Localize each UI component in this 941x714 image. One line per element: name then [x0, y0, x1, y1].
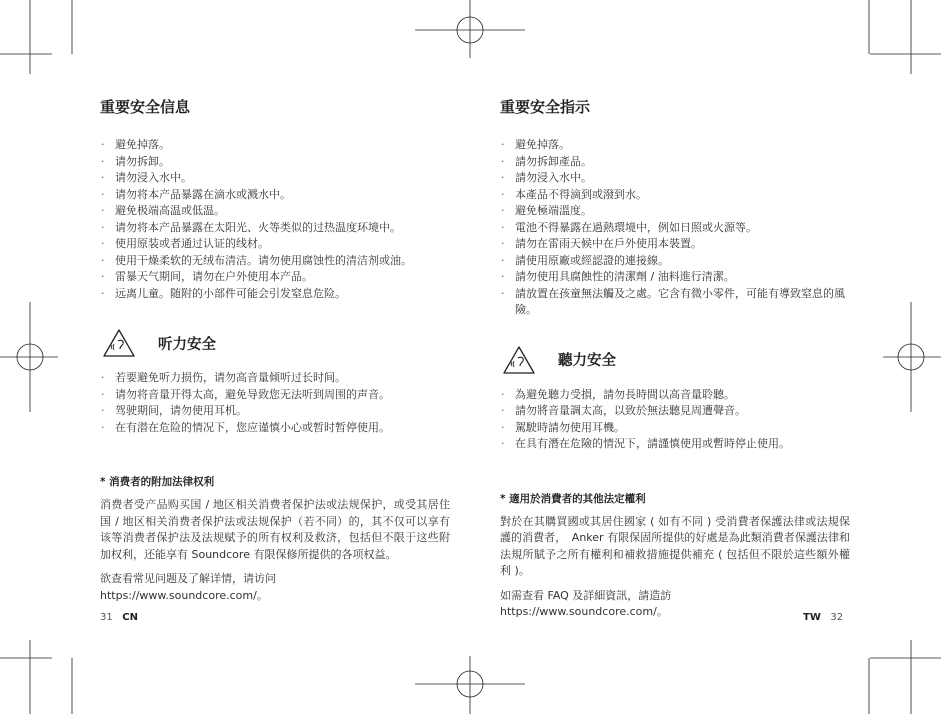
list-item: · 避免掉落。: [100, 137, 450, 154]
section-title-safety: 重要安全指示: [500, 98, 591, 116]
hearing-safety-title: 听力安全: [158, 336, 216, 353]
list-item: · 請放置在孩童無法觸及之處。它含有微小零件，可能有導致窒息的風險。: [500, 286, 850, 319]
list-item: · 雷暴天气期间，请勿在户外使用本产品。: [100, 269, 450, 286]
consumer-rights-text: 對於在其購買國或其居住國家 ( 如有不同 ) 受消費者保護法律或法規保護的消費者， Anker 有限保固所提供的好處是為此類消費者保護法律和法規所賦予之所有權利和補救措施提供補充 ( 包括但不限於這些額外權利 )。: [500, 514, 850, 577]
language-code: CN: [122, 612, 138, 623]
hearing-safety-header: [500, 345, 850, 375]
list-item: · 请勿将本产品暴露在滴水或溅水中。: [100, 187, 450, 204]
list-item: · 若要避免听力损伤，请勿高音量倾听过长时间。: [100, 370, 450, 387]
hearing-safety-header: [100, 328, 450, 358]
list-item: · 避免極端溫度。: [500, 203, 850, 220]
list-item: · 請使用原廠或經認證的連接線。: [500, 253, 850, 270]
consumer-rights-title: * 適用於消費者的其他法定權利: [500, 492, 646, 505]
support-url: https://www.soundcore.com/。: [500, 605, 668, 618]
list-item: · 在有潜在危险的情况下，您应谨慎小心或暂时暂停使用。: [100, 420, 450, 437]
page-number: 32: [830, 612, 844, 623]
support-url: https://www.soundcore.com/。: [100, 588, 268, 602]
visit-label: 如需查看 FAQ 及詳細資訊，請造訪: [500, 588, 672, 602]
consumer-rights-text: 消费者受产品购买国 / 地区相关消费者保护法或法规保护，或受其居住国 / 地区相关消费者保护法或法规保护（若不同）的，其不仅可以享有该等消费者保护法及法规赋予的所有权利及救济，包括但不限于这些附加权利，还能享有 Soundcore 有限保修所提供的各项权益。: [100, 498, 450, 561]
list-item: · 本產品不得滴到或潑到水。: [500, 187, 850, 204]
list-item: · 請勿在雷雨天候中在戶外使用本裝置。: [500, 236, 850, 253]
page-tw: [500, 90, 850, 621]
list-item: · 请勿将本产品暴露在太阳光、火等类似的过热温度环境中。: [100, 220, 450, 237]
visit-text: [100, 571, 450, 604]
list-item: · 請勿拆卸產品。: [500, 154, 850, 171]
visit-text: [500, 588, 850, 621]
list-item: · 驾驶期间，请勿使用耳机。: [100, 403, 450, 420]
list-item: · 使用干燥柔软的无绒布清洁。请勿使用腐蚀性的清洁剂或油。: [100, 253, 450, 270]
list-item: · 请勿拆卸。: [100, 154, 450, 171]
hearing-warning-icon: [102, 328, 136, 358]
hearing-safety-title: 聽力安全: [558, 353, 616, 369]
hearing-warning-icon: [502, 345, 536, 375]
hearing-list: [100, 370, 450, 436]
hearing-list: [500, 387, 850, 453]
list-item: · 為避免聽力受損，請勿長時間以高音量聆聽。: [500, 387, 850, 404]
visit-label: 欲查看常见问题及了解详情，请访问: [100, 572, 276, 585]
list-item: · 使用原装或者通过认证的线材。: [100, 236, 450, 253]
list-item: · 請勿使用具腐蝕性的清潔劑 / 油料進行清潔。: [500, 269, 850, 286]
list-item: · 電池不得暴露在過熱環境中，例如日照或火源等。: [500, 220, 850, 237]
section-title-safety: 重要安全信息: [100, 98, 191, 116]
safety-list: [500, 137, 850, 319]
list-item: · 請勿將音量調太高，以致於無法聽見周遭聲音。: [500, 403, 850, 420]
list-item: · 远离儿童。随附的小部件可能会引发窒息危险。: [100, 286, 450, 303]
list-item: · 駕駛時請勿使用耳機。: [500, 420, 850, 437]
list-item: · 避免极端高温或低温。: [100, 203, 450, 220]
list-item: · 请勿浸入水中。: [100, 170, 450, 187]
list-item: · 避免掉落。: [500, 137, 850, 154]
page-footer-left: [100, 612, 138, 623]
language-code: TW: [803, 612, 821, 623]
page-cn: [100, 90, 450, 604]
page-number: 31: [100, 612, 113, 623]
list-item: · 请勿将音量开得太高，避免导致您无法听到周围的声音。: [100, 387, 450, 404]
safety-list: [100, 137, 450, 302]
list-item: · 請勿浸入水中。: [500, 170, 850, 187]
list-item: · 在具有潛在危險的情況下，請謹慎使用或暫時停止使用。: [500, 436, 850, 453]
page-footer-right: [803, 612, 843, 623]
consumer-rights-title: * 消费者的附加法律权利: [100, 476, 215, 488]
